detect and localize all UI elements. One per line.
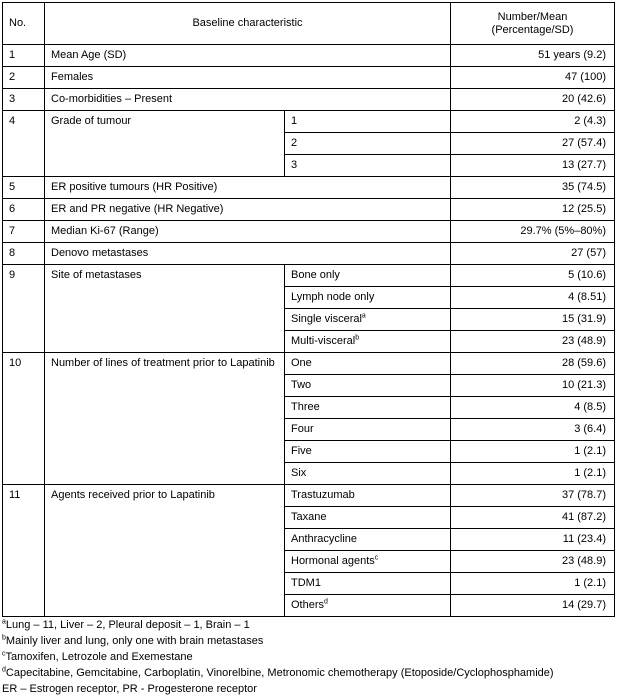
row-sublabel <box>285 485 451 507</box>
row-label: Median Ki-67 (Range) <box>45 221 451 243</box>
row-number: 4 <box>3 111 45 177</box>
table-row <box>3 485 615 507</box>
footnote-line <box>2 617 614 633</box>
row-value: 11 (23.4) <box>451 529 615 551</box>
footnote-marker: b <box>355 334 360 342</box>
header-characteristic: Baseline characteristic <box>45 3 451 45</box>
sublabel-text: 2 <box>291 137 298 149</box>
footnote-marker: d <box>324 598 328 606</box>
row-value: 12 (25.5) <box>451 199 615 221</box>
footnote-line <box>2 665 614 681</box>
row-value: 23 (48.9) <box>451 551 615 573</box>
row-value: 41 (87.2) <box>451 507 615 529</box>
baseline-characteristics-table <box>2 2 615 617</box>
table-row <box>3 353 615 375</box>
footnote-marker: b <box>2 634 6 642</box>
row-number: 9 <box>3 265 45 353</box>
row-number: 2 <box>3 67 45 89</box>
footnote-text: Tamoxifen, Letrozole and Exemestane <box>5 651 193 663</box>
footnote-marker: d <box>2 666 6 674</box>
row-label: Denovo metastases <box>45 243 451 265</box>
row-value: 29.7% (5%–80%) <box>451 221 615 243</box>
row-value: 4 (8.51) <box>451 287 615 309</box>
header-value-line2: (Percentage/SD) <box>491 23 574 36</box>
footnote-line <box>2 633 614 649</box>
sublabel-text: Trastuzumab <box>291 489 355 501</box>
row-value: 28 (59.6) <box>451 353 615 375</box>
row-number: 7 <box>3 221 45 243</box>
row-value: 4 (8.5) <box>451 397 615 419</box>
row-number: 11 <box>3 485 45 617</box>
row-value: 5 (10.6) <box>451 265 615 287</box>
row-sublabel <box>285 595 451 617</box>
sublabel-text: TDM1 <box>291 577 321 589</box>
row-value: 3 (6.4) <box>451 419 615 441</box>
row-value: 2 (4.3) <box>451 111 615 133</box>
sublabel-text: Five <box>291 445 312 457</box>
row-sublabel <box>285 133 451 155</box>
header-no: No. <box>3 3 45 45</box>
row-label: Co-morbidities – Present <box>45 89 451 111</box>
table-row <box>3 111 615 133</box>
footnote-marker: a <box>2 618 6 626</box>
row-value: 23 (48.9) <box>451 331 615 353</box>
sublabel-text: One <box>291 357 312 369</box>
row-number: 10 <box>3 353 45 485</box>
table-row <box>3 265 615 287</box>
table-row <box>3 45 615 67</box>
sublabel-text: 1 <box>291 115 298 127</box>
row-value: 47 (100) <box>451 67 615 89</box>
table-row <box>3 89 615 111</box>
table-row <box>3 199 615 221</box>
sublabel-text: Bone only <box>291 269 340 281</box>
footnote-line <box>2 681 614 697</box>
sublabel-text: Three <box>291 401 320 413</box>
table-body <box>3 45 615 617</box>
row-sublabel <box>285 353 451 375</box>
row-value: 13 (27.7) <box>451 155 615 177</box>
row-label: Site of metastases <box>45 265 285 353</box>
row-value: 10 (21.3) <box>451 375 615 397</box>
footnote-text: Capecitabine, Gemcitabine, Carboplatin, Vinorelbine, Metronomic chemotherapy (Etoposide/Cyclophosphamide) <box>5 667 554 679</box>
row-label: Agents received prior to Lapatinib <box>45 485 285 617</box>
sublabel-text: 3 <box>291 159 298 171</box>
row-value: 51 years (9.2) <box>451 45 615 67</box>
header-value <box>451 3 615 45</box>
row-label: ER positive tumours (HR Positive) <box>45 177 451 199</box>
footnote-line <box>2 649 614 665</box>
sublabel-text: Anthracycline <box>291 533 358 545</box>
row-sublabel <box>285 375 451 397</box>
row-value: 37 (78.7) <box>451 485 615 507</box>
row-sublabel <box>285 309 451 331</box>
footnote-marker: a <box>361 312 366 320</box>
row-number: 5 <box>3 177 45 199</box>
row-number: 6 <box>3 199 45 221</box>
row-value: 1 (2.1) <box>451 441 615 463</box>
row-label: Grade of tumour <box>45 111 285 177</box>
sublabel-text: Lymph node only <box>291 291 375 303</box>
row-value: 15 (31.9) <box>451 309 615 331</box>
footnote-text: Lung – 11, Liver – 2, Pleural deposit – 1, Brain – 1 <box>5 619 250 631</box>
sublabel-text: Two <box>291 379 312 391</box>
row-sublabel <box>285 441 451 463</box>
table-header-row <box>3 3 615 45</box>
row-label: ER and PR negative (HR Negative) <box>45 199 451 221</box>
footnote-text: Mainly liver and lung, only one with brain metastases <box>5 635 264 647</box>
row-value: 1 (2.1) <box>451 463 615 485</box>
footnote-text: ER – Estrogen receptor, PR - Progesterone receptor <box>2 683 257 695</box>
row-sublabel <box>285 551 451 573</box>
row-value: 27 (57.4) <box>451 133 615 155</box>
row-number: 3 <box>3 89 45 111</box>
row-number: 1 <box>3 45 45 67</box>
row-sublabel <box>285 265 451 287</box>
sublabel-text: Hormonal agents <box>291 555 375 567</box>
table-row <box>3 67 615 89</box>
footnote-marker: c <box>2 650 6 658</box>
row-value: 35 (74.5) <box>451 177 615 199</box>
row-sublabel <box>285 287 451 309</box>
footnote-marker: c <box>374 554 379 562</box>
sublabel-text: Six <box>291 467 307 479</box>
footnotes <box>2 617 614 697</box>
row-label: Mean Age (SD) <box>45 45 451 67</box>
sublabel-text: Multi-visceral <box>291 335 356 347</box>
row-sublabel <box>285 573 451 595</box>
row-label: Females <box>45 67 451 89</box>
table-row <box>3 243 615 265</box>
row-sublabel <box>285 111 451 133</box>
row-sublabel <box>285 507 451 529</box>
row-value: 14 (29.7) <box>451 595 615 617</box>
row-label: Number of lines of treatment prior to Lapatinib <box>45 353 285 485</box>
row-value: 1 (2.1) <box>451 573 615 595</box>
row-sublabel <box>285 463 451 485</box>
row-sublabel <box>285 529 451 551</box>
row-number: 8 <box>3 243 45 265</box>
sublabel-text: Taxane <box>291 511 327 523</box>
row-sublabel <box>285 419 451 441</box>
row-sublabel <box>285 155 451 177</box>
sublabel-text: Four <box>291 423 314 435</box>
row-sublabel <box>285 331 451 353</box>
row-value: 27 (57) <box>451 243 615 265</box>
sublabel-text: Others <box>291 599 325 611</box>
table-row <box>3 221 615 243</box>
table-row <box>3 177 615 199</box>
row-sublabel <box>285 397 451 419</box>
sublabel-text: Single visceral <box>291 313 362 325</box>
header-value-line1: Number/Mean <box>497 10 568 23</box>
row-value: 20 (42.6) <box>451 89 615 111</box>
